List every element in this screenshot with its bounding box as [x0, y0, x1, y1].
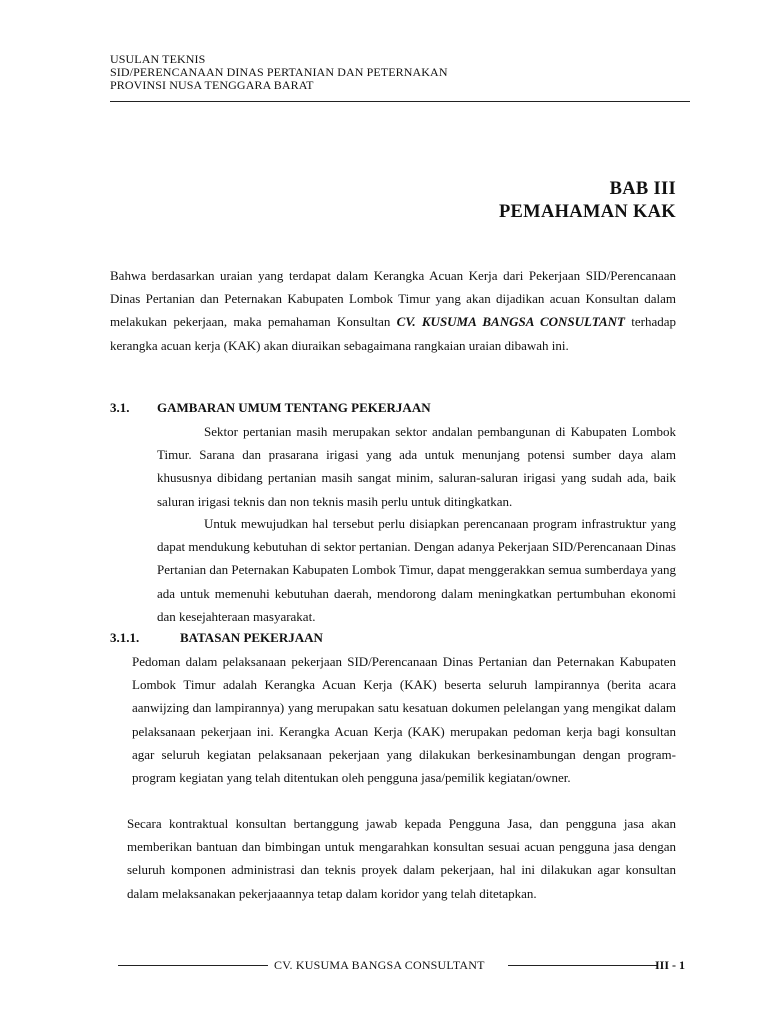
subsection-title: BATASAN PEKERJAAN	[180, 630, 323, 645]
footer-rule-left	[118, 965, 268, 966]
intro-paragraph	[110, 264, 676, 357]
page-number: III - 1	[654, 958, 685, 972]
chapter-heading	[499, 178, 676, 224]
section-3-1-1-paragraph-1: Pedoman dalam pelaksanaan pekerjaan SID/Perencanaan Dinas Pertanian dan Peternakan Kabupaten Lombok Timur adalah Kerangka Acuan Kerja (KAK) beserta seluruh lampirannya (berita acara aanwijzing dan lampirannya) yang merupakan satu kesatuan dokumen pelelangan yang mengikat dalam pelaksanaan pekerjaan ini. Kerangka Acuan Kerja (KAK) merupakan pedoman kerja bagi konsultan agar seluruh kegiatan pelaksanaan pekerjaan yang dilakukan berkesinambungan dengan program-program kegiatan yang telah ditentukan oleh pengguna jasa/pemilik kegiatan/owner.	[132, 654, 676, 786]
intro-text-before: Bahwa berdasarkan uraian yang terdapat dalam Kerangka Acuan Kerja dari Pekerjaan SID/Perencanaan Dinas Pertanian dan Peternakan Kabupaten Lombok Timur yang akan dijadikan acuan Konsultan dalam melakukan pekerjaan, maka pemahaman Konsultan	[110, 268, 676, 330]
section-3-1-paragraph-2: Untuk mewujudkan hal tersebut perlu disiapkan perencanaan program infrastruktur yang dapat mendukung kebutuhan di sektor pertanian. Dengan adanya Pekerjaan SID/Perencanaan Dinas Pertanian dan Peternakan Kabupaten Lombok Timur, dapat menggerakkan semua sumberdaya yang ada untuk memenuhi kebutuhan daerah, mendorong dalam meningkatkan pertumbuhan ekonomi dan kesejahteraan masyarakat.	[157, 516, 676, 624]
subsection-number: 3.1.1.	[110, 630, 140, 645]
section-3-1-1-paragraph-2: Secara kontraktual konsultan bertanggung jawab kepada Pengguna Jasa, dan pengguna jasa akan memberikan bantuan dan bimbingan untuk mengarahkan konsultan sesuai acuan pengguna jasa dengan seluruh komponen administrasi dan teknis proyek dalam pekerjaan, hal ini dilakukan agar konsultan dalam melaksanakan pekerjaaannya tetap dalam koridor yang telah ditetapkan.	[127, 816, 676, 901]
header-line-2: SID/PERENCANAAN DINAS PERTANIAN DAN PETERNAKAN	[110, 65, 448, 79]
chapter-number: BAB III	[609, 179, 676, 199]
company-name: CV. KUSUMA BANGSA CONSULTANT	[396, 314, 625, 330]
intro-text-after: terhadap kerangka acuan kerja (KAK) akan diuraikan sebagaimana rangkaian uraian dibawah ini.	[110, 314, 676, 353]
document-header	[110, 53, 690, 92]
header-divider	[110, 101, 690, 102]
section-3-1-paragraph-1: Sektor pertanian masih merupakan sektor andalan pembangunan di Kabupaten Lombok Timur. Sarana dan prasarana irigasi yang ada untuk menunjang potensi sumber daya alam khususnya dibidang pertanian masih sangat minim, saluran-saluran irigasi yang sudah ada, baik saluran irigasi teknis dan non teknis masih perlu untuk ditingkatkan.	[157, 424, 676, 509]
header-line-3: PROVINSI NUSA TENGGARA BARAT	[110, 78, 314, 92]
section-title: GAMBARAN UMUM TENTANG PEKERJAAN	[157, 400, 431, 415]
section-number: 3.1.	[110, 400, 130, 415]
section-3-1-1-heading	[110, 630, 670, 646]
section-3-1-heading	[110, 400, 670, 416]
footer-rule-right	[508, 965, 658, 966]
footer-company: CV. KUSUMA BANGSA CONSULTANT	[274, 958, 485, 972]
header-line-1: USULAN TEKNIS	[110, 52, 206, 66]
chapter-title: PEMAHAMAN KAK	[498, 202, 676, 222]
